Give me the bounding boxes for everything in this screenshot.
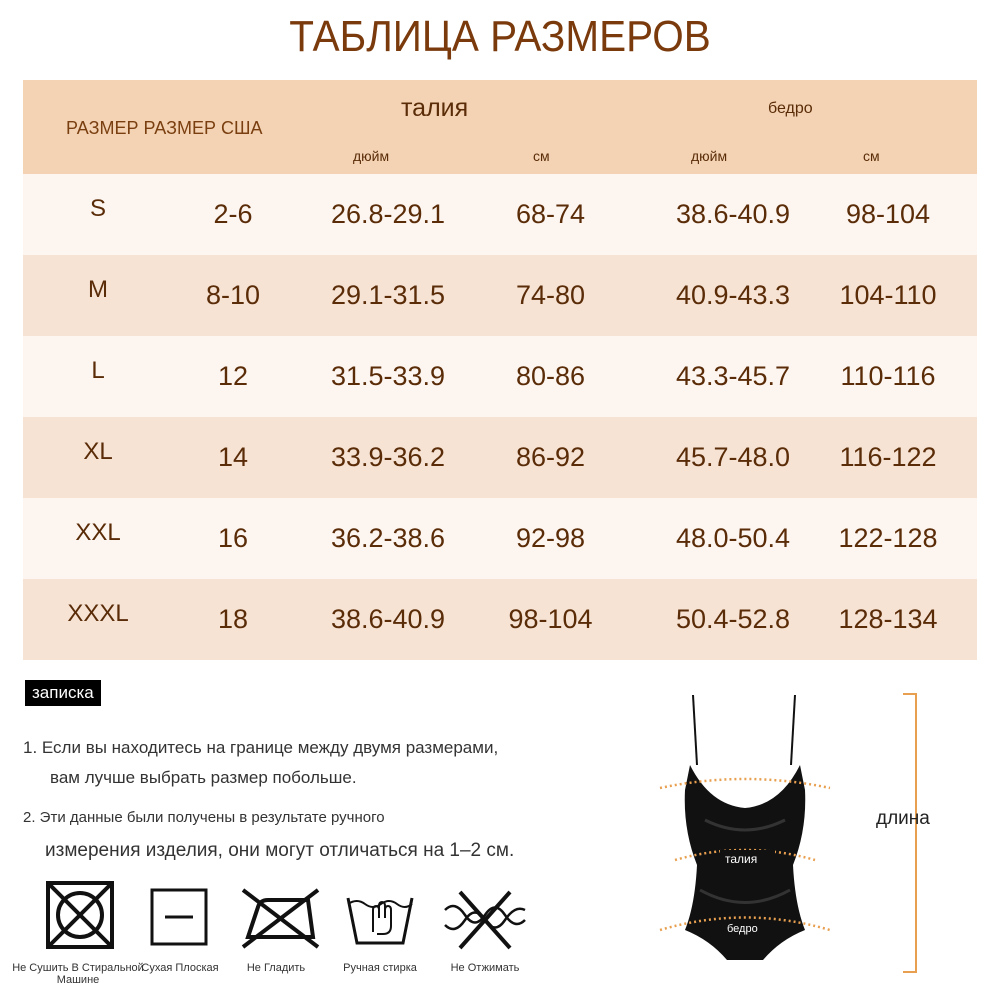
table-row — [23, 579, 977, 660]
cell-size: XL — [83, 438, 113, 465]
care-label-no-wring: Не Отжимать — [450, 962, 520, 974]
cell-waist-cm: 86-92 — [515, 442, 586, 472]
cell-us-size: 14 — [217, 442, 249, 472]
note-1-line-1: 1. Если вы находитесь на границе между двумя размерами, — [23, 738, 499, 757]
care-label-dry-flat: Сухая Плоская — [141, 962, 219, 974]
care-label-no-iron: Не Гладить — [246, 962, 306, 974]
cell-waist-cm: 92-98 — [515, 523, 586, 553]
note-2-line-1: 2. Эти данные были получены в результате ручного — [23, 809, 385, 826]
dry-flat-icon — [150, 888, 208, 951]
header-hip-cm: см — [863, 148, 880, 164]
cell-hip-cm: 98-104 — [845, 199, 931, 229]
cell-size: XXL — [75, 519, 121, 546]
table-row — [23, 417, 977, 498]
header-hip: бедро — [768, 100, 813, 117]
cell-waist-cm: 80-86 — [515, 361, 586, 391]
cell-us-size: 16 — [217, 523, 249, 553]
cell-us-size: 18 — [217, 604, 249, 634]
cell-us-size: 2-6 — [213, 199, 253, 229]
table-header — [23, 80, 977, 174]
cell-hip-in: 50.4-52.8 — [675, 604, 791, 634]
page-title: ТАБЛИЦА РАЗМЕРОВ — [289, 12, 711, 61]
header-size-cols: РАЗМЕР РАЗМЕР США — [66, 118, 263, 138]
length-label: длина — [876, 808, 930, 829]
cell-waist-in: 33.9-36.2 — [330, 442, 446, 472]
no-wring-icon — [440, 890, 530, 955]
bodysuit-figure — [655, 690, 835, 990]
figure-waist-label: талия — [725, 852, 758, 866]
cell-waist-in: 36.2-38.6 — [330, 523, 446, 553]
cell-waist-cm: 74-80 — [515, 280, 586, 310]
cell-hip-in: 43.3-45.7 — [675, 361, 791, 391]
cell-hip-cm: 116-122 — [839, 442, 937, 472]
figure-hip-label: бедро — [727, 923, 758, 935]
notes-badge: записка — [25, 680, 101, 706]
header-waist-in: дюйм — [353, 148, 390, 164]
table-row — [23, 336, 977, 417]
cell-us-size: 8-10 — [205, 280, 261, 310]
header-hip-in: дюйм — [691, 148, 728, 164]
cell-hip-in: 48.0-50.4 — [675, 523, 791, 553]
care-label-no-machine-dry: Не Сушить В Стиральной Машине — [12, 962, 144, 986]
cell-hip-cm: 128-134 — [838, 604, 938, 634]
cell-size: XXXL — [67, 600, 129, 627]
cell-waist-cm: 68-74 — [515, 199, 586, 229]
cell-hip-cm: 104-110 — [839, 280, 937, 310]
header-waist-cm: см — [533, 148, 550, 164]
no-machine-dry-icon — [45, 880, 115, 955]
hand-wash-icon — [345, 888, 415, 953]
header-waist: талия — [401, 94, 469, 122]
figure-bust-label: бюст — [730, 783, 758, 797]
care-label-hand-wash: Ручная стирка — [343, 962, 417, 974]
length-bracket — [905, 693, 917, 973]
cell-waist-in: 31.5-33.9 — [330, 361, 446, 391]
cell-size: L — [91, 357, 105, 384]
note-2-line-2: измерения изделия, они могут отличаться на 1–2 см. — [45, 840, 515, 861]
table-row — [23, 174, 977, 255]
cell-us-size: 12 — [217, 361, 249, 391]
size-table — [23, 80, 977, 660]
table-row — [23, 498, 977, 579]
cell-hip-cm: 122-128 — [838, 523, 938, 553]
cell-hip-in: 40.9-43.3 — [675, 280, 791, 310]
cell-waist-in: 26.8-29.1 — [330, 199, 446, 229]
cell-size: S — [89, 195, 106, 222]
note-1-line-2: вам лучше выбрать размер побольше. — [50, 768, 357, 787]
cell-hip-in: 38.6-40.9 — [675, 199, 791, 229]
cell-waist-in: 38.6-40.9 — [330, 604, 446, 634]
cell-waist-in: 29.1-31.5 — [330, 280, 446, 310]
cell-hip-in: 45.7-48.0 — [675, 442, 791, 472]
cell-waist-cm: 98-104 — [508, 604, 593, 634]
cell-hip-cm: 110-116 — [840, 361, 936, 391]
table-row — [23, 255, 977, 336]
cell-size: M — [88, 276, 108, 303]
no-iron-icon — [238, 882, 323, 957]
